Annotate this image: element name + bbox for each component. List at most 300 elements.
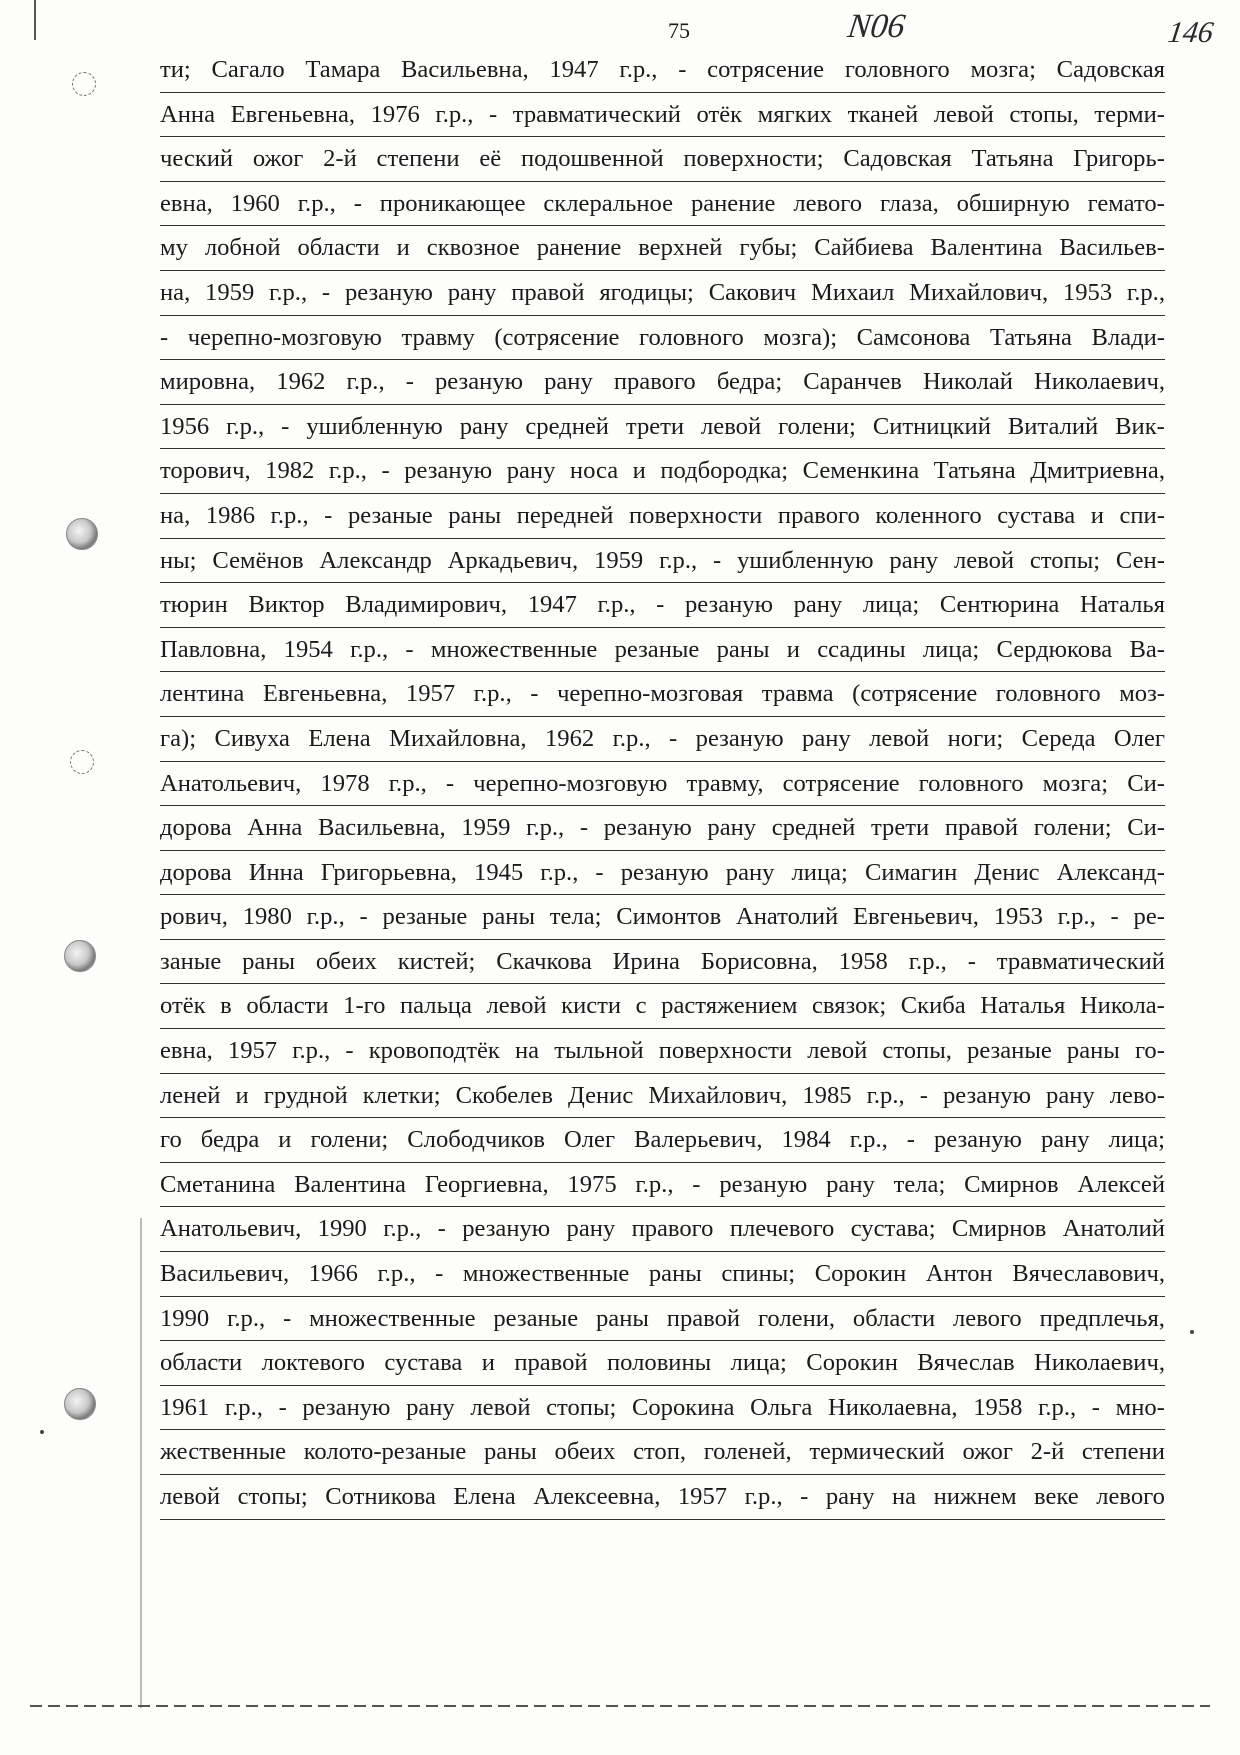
word: ти; — [160, 56, 191, 83]
word: Смирнов — [964, 1170, 1059, 1198]
word: Сотникова — [325, 1483, 436, 1510]
word: г.р., — [540, 858, 579, 886]
word: - — [579, 814, 589, 842]
word: сустава; — [850, 1215, 936, 1243]
word: грудной — [263, 1081, 348, 1109]
word: голени, — [757, 1304, 836, 1332]
word: лица; — [730, 1349, 787, 1377]
word: г.р., — [435, 100, 474, 128]
word: мозга); — [763, 323, 838, 351]
word: предплечья, — [1039, 1304, 1165, 1332]
word: правой — [514, 1349, 588, 1377]
word: раны — [448, 501, 502, 529]
word: и — [632, 457, 646, 485]
word: рану — [459, 412, 509, 440]
word: сквозное — [426, 234, 520, 262]
word: - — [345, 1037, 354, 1065]
word: тканей — [847, 100, 919, 128]
word: бедра — [200, 1126, 260, 1154]
word: 1960 — [230, 189, 280, 217]
word: 1961 — [160, 1393, 210, 1421]
word: - — [530, 680, 539, 708]
word: Татьяна — [933, 457, 1016, 485]
word: - — [800, 1483, 809, 1510]
word: Владимирович, — [345, 591, 508, 619]
word: множественные — [309, 1304, 476, 1332]
word: лентина — [160, 680, 245, 708]
word: и — [396, 234, 410, 262]
word: г.р., — [346, 368, 385, 396]
word: Вячеславович, — [1012, 1260, 1165, 1288]
word: - — [669, 724, 678, 752]
word: Антон — [925, 1260, 993, 1288]
word: лица; — [1108, 1126, 1165, 1154]
word: резаные — [614, 635, 700, 663]
word: Симагин — [864, 858, 958, 886]
word: глаза, — [879, 189, 939, 217]
word: лево- — [1109, 1081, 1165, 1109]
word: левой — [933, 100, 994, 128]
word: рану — [725, 858, 775, 886]
word: му — [160, 234, 188, 262]
word: на — [515, 1037, 540, 1065]
word: Елена — [453, 1483, 516, 1510]
word: на, — [160, 501, 191, 529]
word: обеих — [554, 1438, 616, 1466]
word: Николаевич, — [1034, 368, 1165, 396]
word: 1957 — [405, 680, 456, 708]
word: г.р., — [224, 1393, 263, 1421]
word: - — [324, 501, 333, 529]
word: поверхности — [658, 1037, 793, 1065]
page-number: 75 — [668, 18, 690, 43]
word: г.р., — [849, 1126, 888, 1154]
text-line — [160, 1118, 1165, 1163]
word: резаную — [435, 368, 523, 396]
word: 1954 — [283, 635, 333, 663]
text-line — [160, 762, 1165, 807]
text-line — [160, 717, 1165, 762]
word: заные — [160, 947, 222, 975]
word: левого — [953, 1304, 1022, 1332]
word: резаную — [719, 1170, 808, 1198]
text-line — [160, 226, 1165, 271]
word: рану — [1046, 1081, 1095, 1109]
word: рану — [825, 1483, 875, 1510]
word: 1958 — [838, 947, 888, 975]
word: резаную — [404, 457, 493, 485]
text-line — [160, 360, 1165, 405]
word: 1984 — [781, 1126, 831, 1154]
word: Николай — [922, 368, 1013, 396]
word: г.р., — [473, 680, 512, 708]
word: евна, — [160, 189, 213, 217]
word: поверхности; — [683, 145, 824, 173]
text-line — [160, 806, 1165, 851]
word: дорова — [160, 858, 232, 886]
word: рану — [566, 1215, 616, 1243]
word: правого — [777, 501, 860, 529]
word: раны — [483, 1438, 537, 1466]
word: 1958 — [973, 1393, 1023, 1421]
word: 1953 — [1062, 278, 1113, 306]
word: отёк — [160, 992, 206, 1020]
word: г.р., — [227, 1304, 266, 1332]
word: резаные — [347, 501, 433, 529]
word: мировна, — [160, 368, 256, 396]
word: терми- — [1094, 100, 1165, 128]
word: леней — [160, 1081, 221, 1109]
word: 1959 — [461, 814, 511, 842]
left-margin-rule — [140, 1218, 142, 1708]
word: травма — [761, 680, 834, 708]
word: рану — [889, 546, 939, 574]
word: - — [967, 947, 976, 975]
word: Дмитриевна, — [1030, 457, 1165, 485]
word: проникающее — [379, 189, 526, 217]
word: г.р., — [269, 278, 308, 306]
word: Сайбиева — [814, 234, 914, 262]
word: голени; — [1033, 814, 1112, 842]
word: ранение — [536, 234, 622, 262]
word: мозга; — [1042, 769, 1109, 797]
word: г.р., — [328, 457, 367, 485]
word: голени; — [310, 1126, 389, 1154]
word: - — [283, 1304, 292, 1332]
word: локтевого — [261, 1349, 365, 1377]
word: (сотрясение — [494, 323, 620, 351]
word: черепно-мозговая — [557, 680, 744, 708]
word: левой — [953, 546, 1015, 574]
word: травму — [401, 323, 475, 351]
word: трети — [870, 814, 930, 842]
text-line — [160, 494, 1165, 539]
word: лица; — [922, 635, 980, 663]
word: 1957 — [227, 1037, 278, 1065]
word: Денис — [568, 1081, 634, 1109]
word: г.р., — [306, 903, 345, 931]
word: Сентюрина — [939, 591, 1060, 619]
word: мягких — [757, 100, 833, 128]
word: ны; — [160, 546, 197, 574]
word: Михайлович, — [909, 278, 1049, 306]
word: Ирина — [612, 947, 680, 975]
word: - — [281, 412, 290, 440]
word: раны — [1066, 1037, 1120, 1065]
word: г.р., — [1057, 903, 1096, 931]
word: - — [1091, 1393, 1100, 1421]
word: левого — [1096, 1483, 1165, 1510]
word: резаные — [382, 903, 468, 931]
word: половины — [606, 1349, 712, 1377]
word: Васильев- — [1059, 234, 1165, 262]
word: левой — [470, 1393, 531, 1421]
word: г.р., — [377, 1260, 416, 1288]
text-line — [160, 93, 1165, 138]
word: резаные — [493, 1304, 579, 1332]
word: стопы; — [237, 1483, 308, 1510]
word: Наталья — [1079, 591, 1165, 619]
word: резаную — [684, 591, 773, 619]
word: г.р., — [597, 591, 636, 619]
word: - — [713, 546, 722, 574]
word: трети — [625, 412, 685, 440]
word: средней — [525, 412, 609, 440]
word: средней — [771, 814, 856, 842]
word: передней — [516, 501, 614, 529]
text-line — [160, 984, 1165, 1029]
word: мозга; — [970, 56, 1036, 83]
word: - — [278, 1393, 287, 1421]
word: голеней, — [703, 1438, 792, 1466]
word: Сорокина — [631, 1393, 735, 1421]
word: рович, — [160, 903, 228, 931]
word: г.р., — [297, 189, 336, 217]
word: черепно-мозговую — [473, 769, 668, 797]
word: стопы, — [1009, 100, 1079, 128]
word: жественные — [160, 1438, 287, 1466]
word: сустава — [997, 501, 1076, 529]
word: головного — [918, 769, 1024, 797]
word: раны — [482, 903, 535, 931]
word: обеих — [315, 947, 377, 975]
word: 1947 — [549, 56, 599, 83]
word: области — [160, 1349, 243, 1377]
word: ожог — [962, 1438, 1013, 1466]
word: Борисовна, — [700, 947, 818, 975]
word: сустава — [384, 1349, 463, 1377]
word: дорова — [160, 814, 232, 842]
word: Васильевна, — [317, 814, 446, 842]
text-line — [160, 1207, 1165, 1252]
word: обширную — [956, 189, 1070, 217]
word: 1962 — [276, 368, 326, 396]
word: резаную — [603, 814, 692, 842]
word: и — [786, 635, 800, 663]
word: правой — [944, 814, 1019, 842]
handwritten-label: N06 — [845, 8, 908, 45]
word: моз- — [1119, 680, 1165, 708]
word: Семенкина — [802, 457, 920, 485]
word: ранение — [690, 189, 776, 217]
word: га); — [160, 724, 197, 752]
text-line — [160, 851, 1165, 896]
word: спины; — [721, 1260, 796, 1288]
word: Анатолий — [1062, 1215, 1165, 1243]
word: - — [437, 1215, 446, 1243]
word: травматический — [512, 100, 681, 128]
word: го — [160, 1126, 182, 1154]
word: области — [246, 992, 329, 1020]
text-line — [160, 316, 1165, 361]
word: Олег — [564, 1126, 616, 1154]
word: Анатольевич, — [160, 1215, 302, 1243]
word: Сагало — [211, 56, 285, 83]
word: 1959 — [205, 278, 255, 306]
word: 1975 — [567, 1170, 617, 1198]
word: Михаил — [810, 278, 895, 306]
word: Денис — [974, 858, 1040, 886]
word: Анатольевич, — [160, 769, 302, 797]
word: г.р., — [744, 1483, 783, 1510]
word: Георгиевна, — [424, 1170, 549, 1198]
word: 1982 — [265, 457, 315, 485]
text-line — [160, 1074, 1165, 1119]
word: торович, — [160, 457, 251, 485]
word: г.р., — [866, 1081, 905, 1109]
word: Павловна, — [160, 635, 267, 663]
word: Виктор — [248, 591, 325, 619]
word: 1962 — [544, 724, 595, 752]
word: 1978 — [320, 769, 370, 797]
word: лица; — [862, 591, 920, 619]
word: Ва- — [1129, 635, 1165, 663]
word: рану — [707, 814, 757, 842]
word: склеральное — [543, 189, 674, 217]
word: 1957 — [677, 1483, 728, 1510]
word: г.р., — [270, 501, 309, 529]
word: г.р., — [383, 1215, 422, 1243]
word: резаную — [620, 858, 709, 886]
word: резаную — [462, 1215, 551, 1243]
word: связок; — [812, 992, 887, 1020]
word: веке — [1034, 1483, 1079, 1510]
word: Олег — [1113, 724, 1165, 752]
word: тюрин — [160, 591, 228, 619]
word: области — [852, 1304, 936, 1332]
word: Вячеслав — [917, 1349, 1015, 1377]
word: 1-го — [343, 992, 386, 1020]
word: степени — [1081, 1438, 1165, 1466]
word: 1966 — [308, 1260, 358, 1288]
handwritten-page-number: 146 — [1165, 16, 1216, 49]
word: г.р., — [350, 635, 389, 663]
word: Татьяна — [971, 145, 1054, 173]
word: 1980 — [242, 903, 292, 931]
word: Александр — [319, 546, 432, 574]
word: Садовская — [843, 145, 952, 173]
word: Евгеньевна, — [262, 680, 388, 708]
punch-hole-icon — [64, 940, 96, 972]
word: голени; — [778, 412, 856, 440]
word: правой — [666, 1304, 741, 1332]
word: левой — [869, 724, 930, 752]
word: и — [1090, 501, 1104, 529]
word: правой — [511, 278, 585, 306]
text-line — [160, 182, 1165, 227]
word: левой — [160, 1483, 221, 1510]
word: Сен- — [1115, 546, 1165, 574]
word: раны — [716, 635, 770, 663]
word: г.р., — [612, 724, 651, 752]
text-line — [160, 48, 1165, 93]
word: тела; — [549, 903, 602, 931]
text-line — [160, 449, 1165, 494]
word: области — [297, 234, 380, 262]
word: верхней — [638, 234, 723, 262]
word: - — [906, 1126, 915, 1154]
word: рану — [447, 278, 497, 306]
word: на — [892, 1483, 917, 1510]
word: Евгеньевна, — [230, 100, 356, 128]
word: ре- — [1133, 903, 1165, 931]
word: Си- — [1127, 814, 1165, 842]
word: Григорьевна, — [320, 858, 457, 886]
word: Садовская — [1056, 56, 1165, 83]
text-line — [160, 137, 1165, 182]
word: термический — [809, 1438, 945, 1466]
word: Аркадьевич, — [447, 546, 579, 574]
word: ноги; — [947, 724, 1004, 752]
word: Сорокин — [814, 1260, 907, 1288]
word: плечевого — [729, 1215, 835, 1243]
word: Скобелев — [455, 1081, 553, 1109]
word: мно- — [1115, 1393, 1165, 1421]
document-body — [160, 48, 1165, 1520]
word: и — [481, 1349, 495, 1377]
word: раны — [596, 1304, 649, 1332]
word: сотрясение — [707, 56, 825, 83]
word: 1986 — [205, 501, 255, 529]
word: с — [635, 992, 647, 1020]
word: Николаевна, — [828, 1393, 958, 1421]
word: Сердюкова — [996, 635, 1113, 663]
word: Тамара — [305, 56, 381, 83]
text-line — [160, 628, 1165, 673]
word: рану — [793, 591, 843, 619]
word: подбородка; — [660, 457, 789, 485]
word: лобной — [204, 234, 281, 262]
word: г.р., — [292, 1037, 331, 1065]
word: - — [656, 591, 665, 619]
word: Скачкова — [496, 947, 592, 975]
word: черепно-мозговую — [187, 323, 382, 351]
word: рану — [802, 724, 851, 752]
punch-hole-icon — [66, 518, 98, 550]
word: 1945 — [474, 858, 524, 886]
text-line — [160, 583, 1165, 628]
word: нижнем — [933, 1483, 1017, 1510]
word: Ситницкий — [872, 412, 991, 440]
word: Сивуха — [214, 724, 290, 752]
word: 1990 — [160, 1304, 210, 1332]
punch-hole-icon — [70, 750, 94, 774]
word: в — [220, 992, 232, 1020]
word: Анна — [247, 814, 303, 842]
scan-speck — [40, 1430, 44, 1434]
word: Николаевич, — [1034, 1349, 1165, 1377]
word: - — [405, 368, 414, 396]
word: травматический — [996, 947, 1165, 975]
word: 1959 — [594, 546, 644, 574]
word: кистей; — [397, 947, 476, 975]
word: Елена — [308, 724, 371, 752]
word: 2-й — [323, 145, 357, 173]
word: г.р., — [908, 947, 947, 975]
word: рану — [826, 1170, 875, 1198]
word: левой — [486, 992, 547, 1020]
word: рану — [506, 457, 556, 485]
word: Сорокин — [806, 1349, 898, 1377]
word: левой — [807, 1037, 868, 1065]
word: г.р., — [526, 814, 565, 842]
word: резаную — [942, 1081, 1031, 1109]
word: ческий — [160, 145, 234, 173]
word: резаную — [933, 1126, 1022, 1154]
word: раны — [242, 947, 296, 975]
word: Семёнов — [212, 546, 304, 574]
word: стопы, — [882, 1037, 952, 1065]
